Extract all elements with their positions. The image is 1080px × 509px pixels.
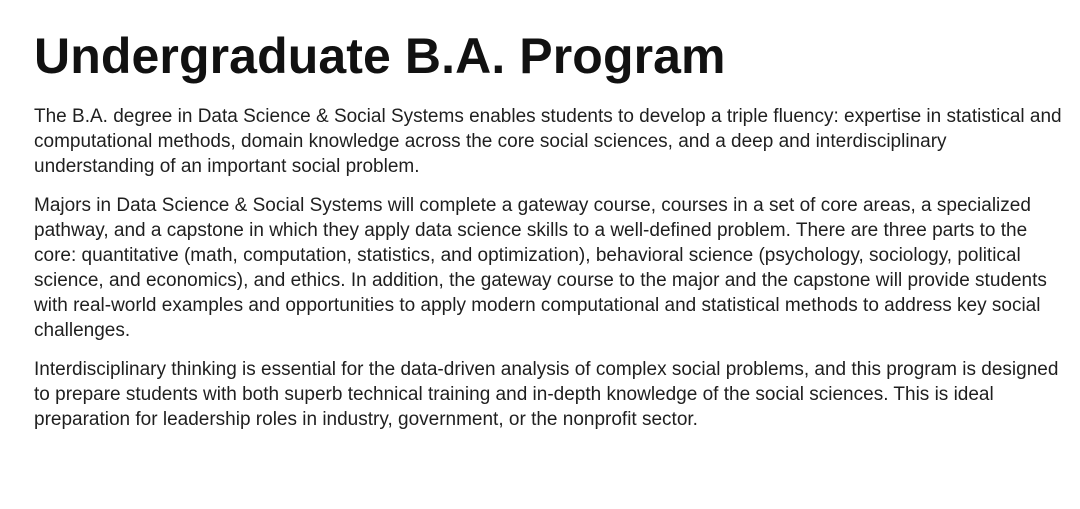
majors-paragraph: Majors in Data Science & Social Systems will complete a gateway course, courses in a set of core areas, a specialized pathway, and a capstone in which they apply data science skills to a well-defined problem. There are three parts to the core: quantitative (math, computation, statistics, and optimization), behavioral science (psychology, sociology, political science, and economics), and ethics. In addition, the gateway course to the major and the capstone will provide students with real-world examples and opportunities to apply modern computational and statistical methods to address key social challenges. [34, 195, 1047, 341]
interdisciplinary-paragraph: Interdisciplinary thinking is essential for the data-driven analysis of complex social problems, and this program is designed to prepare students with both superb technical training and in-depth knowledge of the social sciences. This is ideal preparation for leadership roles in industry, government, or the nonprofit sector. [34, 359, 1059, 430]
intro-paragraph: The B.A. degree in Data Science & Social Systems enables students to develop a triple fluency: expertise in statistical and computational methods, domain knowledge across the core social sciences, and a deep and interdisciplinary understanding of an important social problem. [34, 106, 1062, 177]
page-title: Undergraduate B.A. Program [34, 28, 726, 84]
program-description [34, 104, 1066, 432]
